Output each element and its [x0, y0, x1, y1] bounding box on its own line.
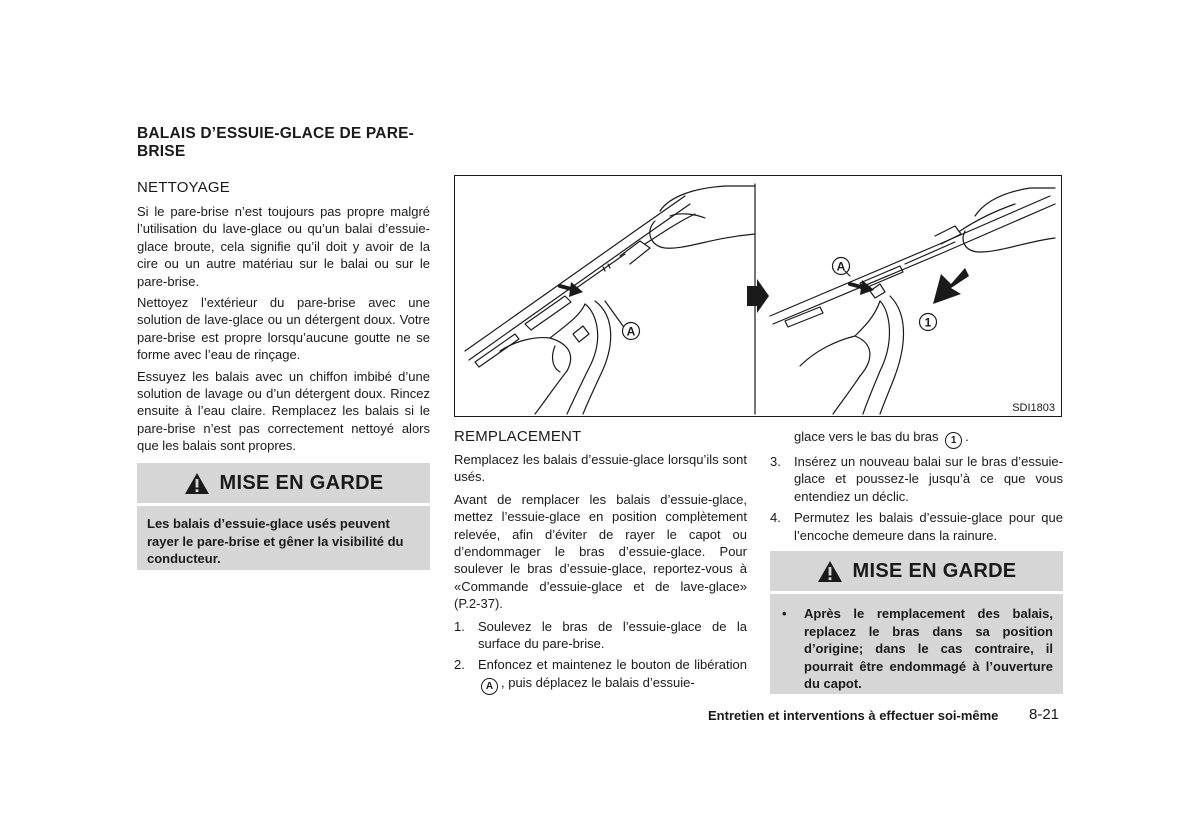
right-text: [770, 428, 1063, 548]
paragraph: Avant de remplacer les balais d’essuie-glace, mettez l’essuie-glace en position complètement relevée, afin d’éviter de rayer le capot ou d’endommager le bras d’essuie-glace. Pour soulever le bras d’essuie-glace, reportez-vous à «Commande d’essuie-glace et de lave-glace» (P.2-37).: [454, 491, 747, 612]
steps-list: [454, 618, 747, 695]
warning-text: Les balais d’essuie-glace usés peuvent rayer le pare-brise et gêner la visibilité du conducteur.: [147, 516, 404, 566]
list-item: [770, 453, 1063, 505]
continuation-text: glace vers le bas du bras: [794, 429, 939, 444]
paragraph: Si le pare-brise n’est toujours pas propre malgré l’utilisation du lave-glace ou qu’un balai d’essuie-glace broute, cela signifie qu’il doit y avoir de la cire ou un autre matériau sur le balai ou sur le pare-brise.: [137, 204, 430, 289]
step-text-before: Enfoncez et maintenez le bouton de libération: [478, 657, 747, 673]
subsection-title-remplacement: REMPLACEMENT: [454, 428, 582, 445]
warning-heading: MISE EN GARDE: [219, 471, 384, 494]
list-item: [454, 656, 747, 694]
label-a-left: A: [626, 324, 636, 339]
remplacement-text: [454, 451, 747, 699]
step-number: 2.: [454, 657, 465, 673]
warning-box: [137, 463, 430, 570]
list-item: [770, 509, 1063, 544]
step-number: 1.: [454, 618, 465, 634]
footer-section: Entretien et interventions à effectuer soi-même: [708, 708, 999, 723]
step-number: 3.: [770, 454, 781, 469]
step-text: Insérez un nouveau balai sur le bras d’essuie-glace et poussez-le jusqu’à ce que vous entendiez un déclic.: [794, 454, 1063, 504]
step-text: Soulevez le bras de l’essuie-glace de la surface du pare-brise.: [478, 618, 747, 652]
subsection-title-nettoyage: NETTOYAGE: [137, 179, 230, 196]
list-item: [454, 618, 747, 653]
warning-header: [137, 463, 430, 506]
steps-list: [770, 453, 1063, 544]
step-text-after: , puis déplacez le balais d’essuie-: [501, 674, 695, 690]
paragraph: Remplacez les balais d’essuie-glace lorsqu’ils sont usés.: [454, 452, 747, 485]
page-number: 8-21: [1029, 706, 1060, 723]
step-text: Permutez les balais d’essuie-glace pour que l’encoche demeure dans la rainure.: [794, 510, 1063, 543]
wiper-figure: [454, 175, 1062, 417]
marker-a: A: [481, 678, 498, 695]
arrow-icon: [747, 279, 769, 313]
bullet: •: [782, 606, 787, 621]
step-continuation: [770, 428, 1063, 449]
marker-1: 1: [945, 432, 962, 449]
warning-triangle-icon: [184, 472, 210, 495]
nettoyage-text: [137, 203, 430, 455]
continuation-end: .: [965, 429, 969, 444]
paragraph: Essuyez les balais avec un chiffon imbibé d’une solution de lavage ou d’un détergent doux. Rincez ensuite à l’eau claire. Remplacez les balais si le pare-brise n’est pas correctement nettoyé alors que les balais sont propres.: [137, 368, 430, 454]
figure-code: SDI1803: [1012, 402, 1055, 414]
paragraph: Nettoyez l’extérieur du pare-brise avec une solution de lave-glace ou un détergent doux. Votre pare-brise est propre lorsqu’aucune goutte ne se forme avec l’eau de rinçage.: [137, 295, 430, 363]
step-text: [478, 656, 747, 694]
warning-heading: MISE EN GARDE: [852, 559, 1017, 582]
wiper-illustration: [455, 176, 1061, 416]
warning-header: [770, 551, 1063, 594]
label-1: 1: [924, 315, 932, 330]
warning-box: [770, 551, 1063, 694]
step-number: 4.: [770, 510, 781, 526]
warning-text: Après le remplacement des balais, replacez le bras dans sa position d’origine; dans le cas contraire, il pourrait être endommagé à l’ouverture du capot.: [804, 606, 1053, 691]
section-title: BALAIS D’ESSUIE-GLACE DE PARE-BRISE: [137, 125, 414, 160]
warning-triangle-icon: [817, 560, 843, 583]
label-a-right: A: [836, 259, 846, 274]
warning-text-block: [770, 594, 1063, 693]
